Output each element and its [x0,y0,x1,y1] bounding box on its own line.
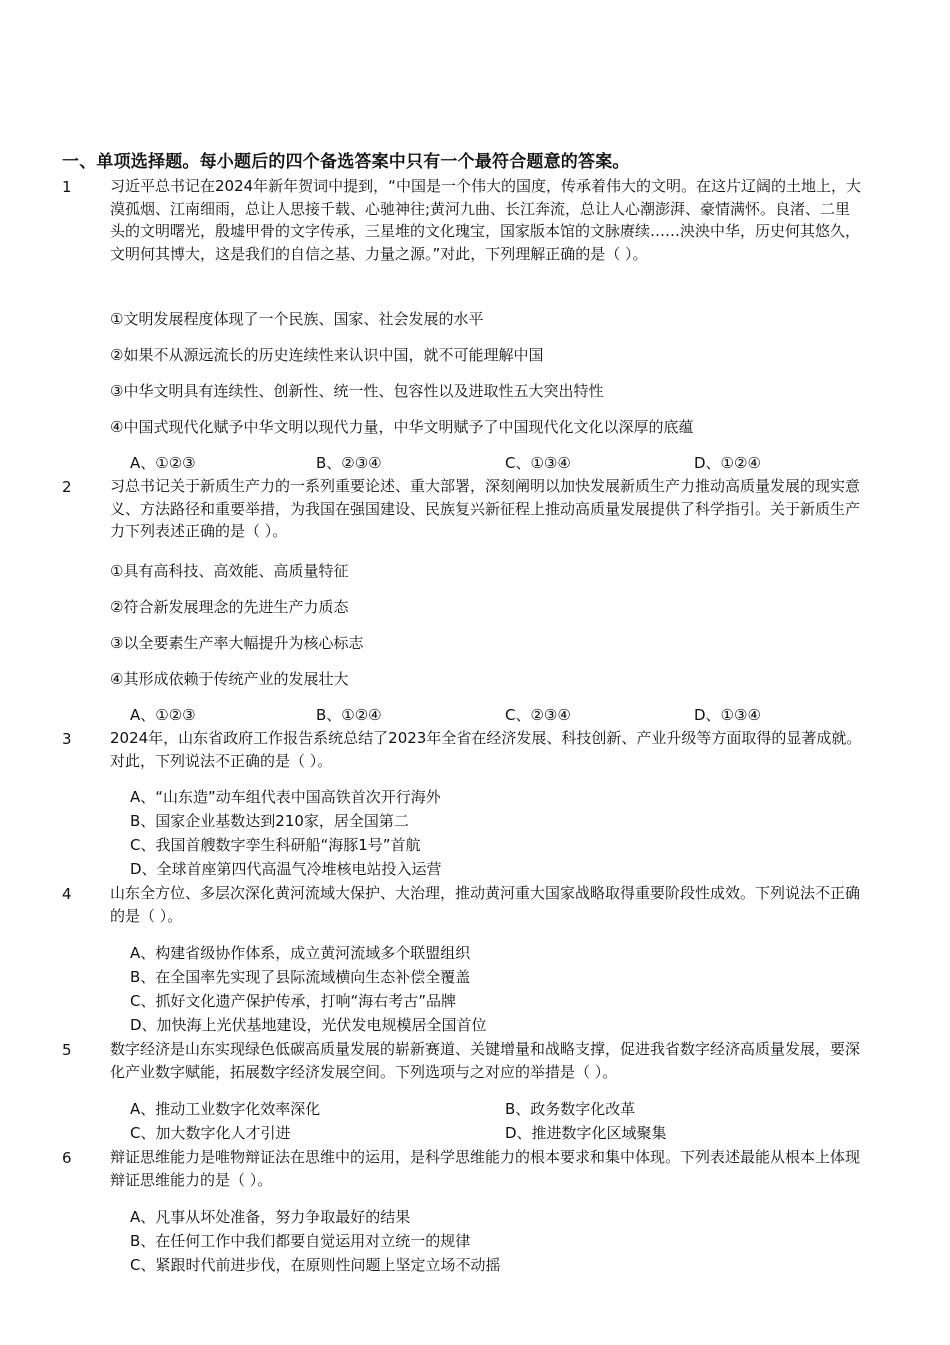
question-6-option-a: A、凡事从坏处准备，努力争取最好的结果 [130,1208,411,1226]
question-2-statement-2: ②符合新发展理念的先进生产力质态 [110,598,349,616]
question-2-option-d: D、①③④ [694,706,761,724]
question-1-statement-2: ②如果不从源远流长的历史连续性来认识中国，就不可能理解中国 [110,346,544,364]
question-1-option-b: B、②③④ [316,454,382,472]
question-3-number: 3 [62,730,72,748]
question-2-statement-3: ③以全要素生产率大幅提升为核心标志 [110,634,364,652]
question-1-option-d: D、①②④ [694,454,761,472]
question-3-option-b: B、国家企业基数达到210家，居全国第二 [130,812,409,830]
question-2-statement-4: ④其形成依赖于传统产业的发展壮大 [110,670,349,688]
question-4-option-d: D、加快海上光伏基地建设，光伏发电规模居全国首位 [130,1016,487,1034]
question-1-text: 习近平总书记在2024年新年贺词中提到，“中国是一个伟大的国度，传承着伟大的文明。在这片辽阔的土地上，大漠孤烟、江南细雨，总让人思接千载、心驰神往;黄河九曲、长江奔流，总让人心潮澎湃、豪情满怀。良渚、二里头的文明曙光，殷墟甲骨的文字传承，三星堆的文化瑰宝，国家版本馆的文脉赓续……泱泱中华，历史何其悠久，文明何其博大，这是我们的自信之基、力量之源。”对此，下列理解正确的是（ ）。 [110,177,861,263]
question-2-number: 2 [62,478,72,496]
question-1-statement-4: ④中国式现代化赋予中华文明以现代力量，中华文明赋予了中国现代化文化以深厚的底蕴 [110,418,694,436]
question-2-statement-1: ①具有高科技、高效能、高质量特征 [110,562,349,580]
question-4-text: 山东全方位、多层次深化黄河流域大保护、大治理，推动黄河重大国家战略取得重要阶段性成效。下列说法不正确的是（ ）。 [110,884,861,925]
section-title: 一、单项选择题。每小题后的四个备选答案中只有一个最符合题意的答案。 [62,152,630,172]
question-5-number: 5 [62,1041,72,1059]
question-5-text: 数字经济是山东实现绿色低碳高质量发展的崭新赛道、关键增量和战略支撑，促进我省数字经济高质量发展，要深化产业数字赋能，拓展数字经济发展空间。下列选项与之对应的举措是（ ）。 [110,1040,861,1081]
question-3-option-c: C、我国首艘数字孪生科研船“海豚1号”首航 [130,836,421,854]
question-1-statement-1: ①文明发展程度体现了一个民族、国家、社会发展的水平 [110,310,484,328]
question-4-option-c: C、抓好文化遗产保护传承，打响“海右考古”品牌 [130,992,457,1010]
question-2-option-a: A、①②③ [130,706,196,724]
question-4-option-b: B、在全国率先实现了县际流域横向生态补偿全覆盖 [130,968,471,986]
question-3-text: 2024年，山东省政府工作报告系统总结了2023年全省在经济发展、科技创新、产业升级等方面取得的显著成就。对此，下列说法不正确的是（ ）。 [110,729,862,770]
question-1-option-c: C、①③④ [505,454,571,472]
question-4-option-a: A、构建省级协作体系，成立黄河流域多个联盟组织 [130,944,471,962]
question-6-option-b: B、在任何工作中我们都要自觉运用对立统一的规律 [130,1232,471,1250]
question-2-text: 习总书记关于新质生产力的一系列重要论述、重大部署，深刻阐明以加快发展新质生产力推动高质量发展的现实意义、方法路径和重要举措，为我国在强国建设、民族复兴新征程上推动高质量发展提供了科学指引。关于新质生产力下列表述正确的是（ ）。 [110,477,861,540]
question-6-number: 6 [62,1149,72,1167]
question-2-option-c: C、②③④ [505,706,571,724]
question-3-option-a: A、“山东造”动车组代表中国高铁首次开行海外 [130,788,441,806]
question-1-option-a: A、①②③ [130,454,196,472]
question-3-option-d: D、全球首座第四代高温气冷堆核电站投入运营 [130,860,442,878]
question-2-option-b: B、①②④ [316,706,382,724]
question-5-option-b: B、政务数字化改革 [505,1100,636,1118]
question-4-number: 4 [62,885,72,903]
question-5-option-c: C、加大数字化人才引进 [130,1124,291,1142]
question-6-text: 辩证思维能力是唯物辩证法在思维中的运用，是科学思维能力的根本要求和集中体现。下列表述最能从根本上体现辩证思维能力的是（ ）。 [110,1148,861,1189]
question-5-option-a: A、推动工业数字化效率深化 [130,1100,321,1118]
question-1-number: 1 [62,178,72,196]
question-1-statement-3: ③中华文明具有连续性、创新性、统一性、包容性以及进取性五大突出特性 [110,382,604,400]
question-6-option-c: C、紧跟时代前进步伐，在原则性问题上坚定立场不动摇 [130,1256,501,1274]
question-5-option-d: D、推进数字化区域聚集 [505,1124,667,1142]
